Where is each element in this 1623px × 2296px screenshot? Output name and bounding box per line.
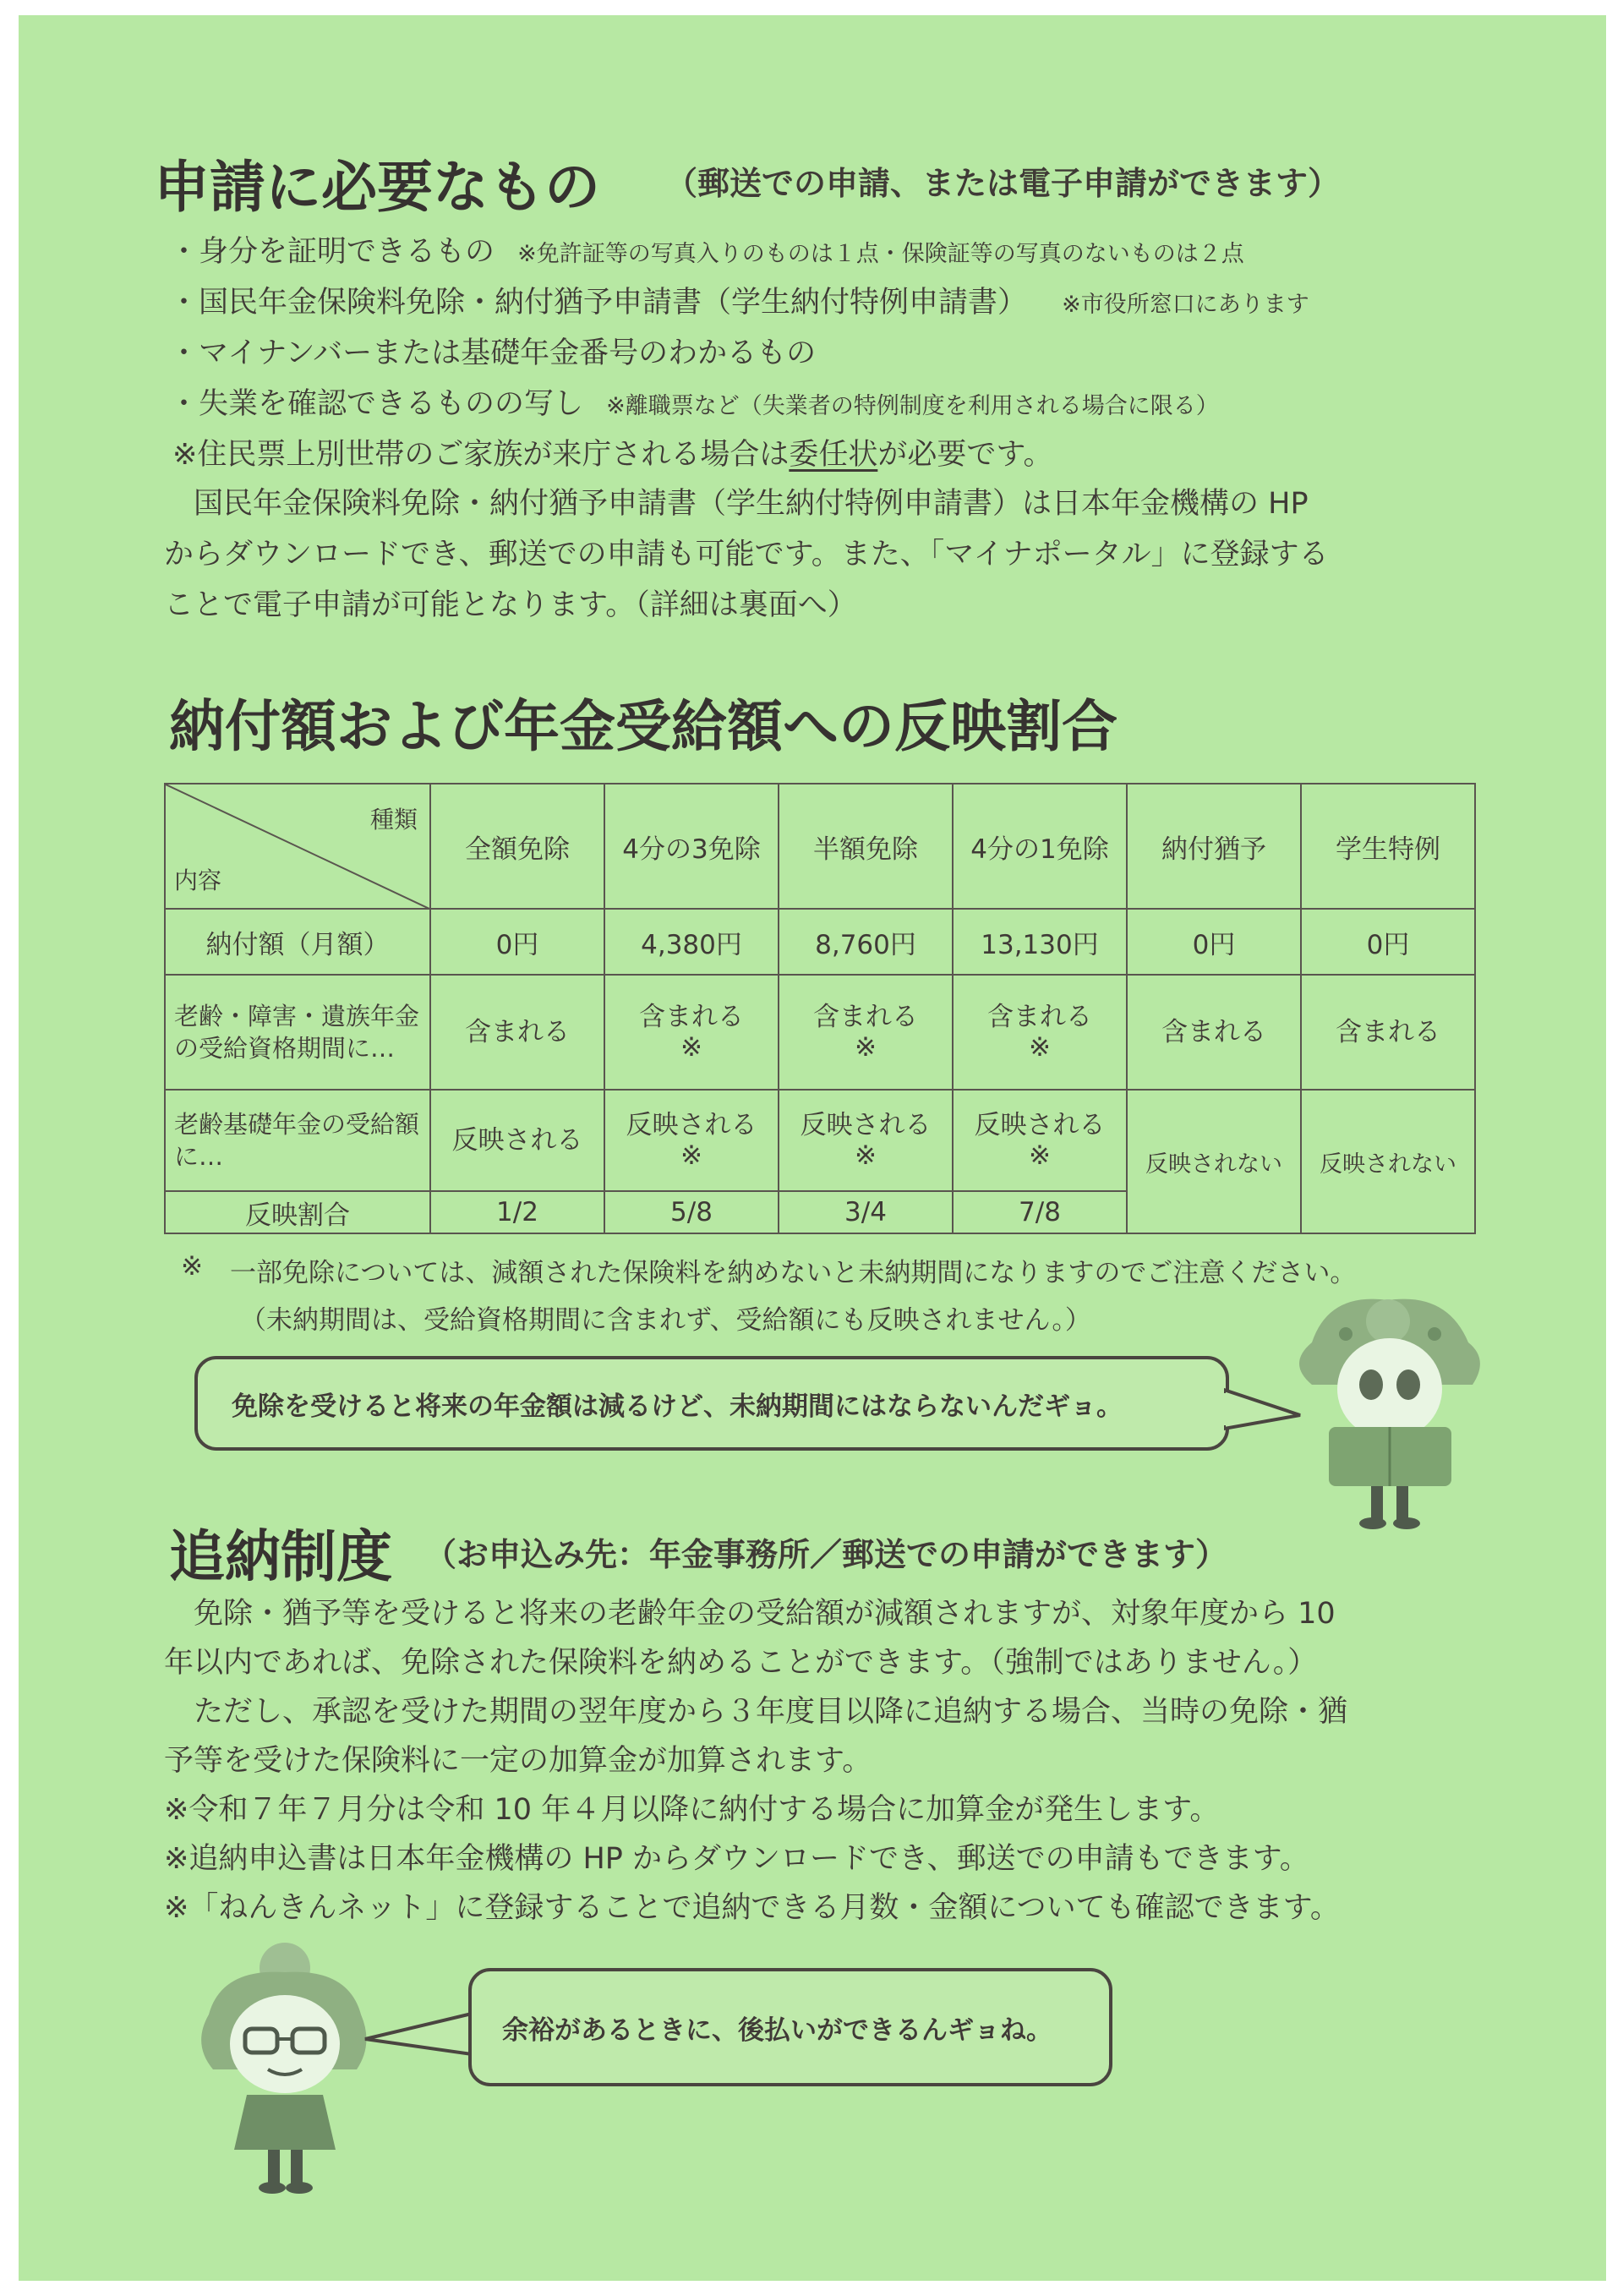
table-note-sub: （未納期間は、受給資格期間に含まれず、受給額にも反映されません。）: [240, 1305, 1091, 1336]
table-cell: 反映される: [430, 1090, 604, 1191]
column-header: 4分の1免除: [953, 784, 1127, 909]
table-row-period: [165, 975, 1475, 1090]
section-title-ratio: 納付額および年金受給額への反映割合: [169, 694, 1118, 759]
table-cell: 1/2: [430, 1191, 604, 1233]
table-cell: 含まれる: [1127, 975, 1301, 1090]
table-cell: 0円: [1301, 909, 1475, 975]
column-header: 学生特例: [1301, 784, 1475, 909]
speech-bubble-text: 余裕があるときに、後払いができるんギョね。: [502, 2014, 1052, 2046]
column-header: 4分の3免除: [604, 784, 779, 909]
table-cell: 反映される ※: [779, 1090, 953, 1191]
proxy-note: [172, 431, 1053, 473]
table-row-amount: [165, 1090, 1475, 1191]
row-label: 老齢・障害・遺族年金の受給資格期間に…: [165, 975, 430, 1090]
table-note-mark: ※: [181, 1251, 203, 1282]
paragraph-line: ただし、承認を受けた期間の翌年度から３年度目以降に追納する場合、当時の免除・猶: [164, 1695, 1348, 1729]
table-cell: 含まれる ※: [953, 975, 1127, 1090]
table-cell: 含まれる: [430, 975, 604, 1090]
table-cell-not-reflected: 反映されない: [1127, 1090, 1301, 1233]
section-title-requirements: 申請に必要なもの: [154, 155, 600, 220]
item-text: ・国民年金保険料免除・納付猶予申請書（学生納付特例申請書）: [169, 286, 1028, 320]
proxy-text: ※住民票上別世帯のご家族が来庁される場合は: [172, 438, 790, 472]
table-cell: 4,380円: [604, 909, 779, 975]
table-cell: 含まれる: [1301, 975, 1475, 1090]
proxy-text: が必要です。: [877, 438, 1053, 472]
corner-label-type: 種類: [369, 806, 418, 834]
row-label: 納付額（月額）: [165, 909, 430, 975]
paragraph-line: 年以内であれば、免除された保険料を納めることができます。（強制ではありません。）: [164, 1646, 1318, 1680]
paragraph-line: ※追納申込書は日本年金機構の HP からダウンロードでき、郵送での申請もできます。: [164, 1842, 1309, 1876]
column-header: 半額免除: [779, 784, 953, 909]
speech-bubble: [468, 1968, 1112, 2086]
requirement-item: [169, 380, 1219, 423]
section-title-back-payment: 追納制度: [169, 1524, 392, 1589]
table-cell: 3/4: [779, 1191, 953, 1233]
row-label: 老齢基礎年金の受給額に…: [165, 1090, 430, 1191]
table-row-payment: [165, 909, 1475, 975]
requirements-paragraph: [164, 478, 1329, 631]
column-header: 納付猶予: [1127, 784, 1301, 909]
table-cell: 反映される ※: [953, 1090, 1127, 1191]
column-header: 全額免除: [430, 784, 604, 909]
back-payment-paragraph: [164, 1589, 1347, 1932]
section-title-note: （お申込み先：年金事務所／郵送での申請ができます）: [424, 1536, 1228, 1573]
table-cell: 0円: [1127, 909, 1301, 975]
table-cell: 13,130円: [953, 909, 1127, 975]
table-cell: 含まれる ※: [779, 975, 953, 1090]
table-note: 一部免除については、減額された保険料を納めないと未納期間になりますのでご注意ください。: [230, 1258, 1357, 1288]
speech-bubble: [194, 1356, 1229, 1451]
fish-mascot-reading-icon: [1278, 1283, 1498, 1537]
table-header-row: [165, 784, 1475, 909]
table-cell: 8,760円: [779, 909, 953, 975]
speech-bubble-tail: [357, 2010, 475, 2061]
table-cell-not-reflected: 反映されない: [1301, 1090, 1475, 1233]
item-text: ・マイナンバーまたは基礎年金番号のわかるもの: [169, 336, 817, 370]
table-cell: 5/8: [604, 1191, 779, 1233]
row-label: 反映割合: [165, 1191, 430, 1233]
reflection-ratio-table: [164, 783, 1476, 1234]
table-cell: 反映される ※: [604, 1090, 779, 1191]
paragraph-line: ※令和７年７月分は令和 10 年４月以降に納付する場合に加算金が発生します。: [164, 1793, 1220, 1827]
paragraph-line: 免除・猶予等を受けると将来の老齢年金の受給額が減額されますが、対象年度から 10: [164, 1597, 1336, 1631]
table-cell: 7/8: [953, 1191, 1127, 1233]
item-note: ※市役所窓口にあります: [1062, 292, 1309, 318]
requirement-item: [169, 330, 816, 372]
paragraph-line: 国民年金保険料免除・納付猶予申請書（学生納付特例申請書）は日本年金機構の HP: [164, 487, 1309, 521]
table-cell: 0円: [430, 909, 604, 975]
table-corner-cell: [165, 784, 430, 909]
paragraph-line: 予等を受けた保険料に一定の加算金が加算されます。: [164, 1744, 872, 1778]
paragraph-line: ことで電子申請が可能となります。（詳細は裏面へ）: [164, 588, 857, 622]
paragraph-line: からダウンロードでき、郵送での申請も可能です。また、「マイナポータル」に登録する: [164, 538, 1329, 571]
requirement-item: [169, 228, 1244, 271]
requirement-item: [169, 279, 1309, 321]
table-cell: 含まれる ※: [604, 975, 779, 1090]
paragraph-line: ※「ねんきんネット」に登録することで追納できる月数・金額についても確認できます。: [164, 1891, 1340, 1925]
corner-label-content: 内容: [174, 866, 222, 894]
proxy-keyword: 委任状: [789, 438, 878, 472]
speech-bubble-text: 免除を受けると将来の年金額は減るけど、未納期間にはならないんだギョ。: [232, 1391, 1123, 1422]
item-note: ※免許証等の写真入りのものは１点・保険証等の写真のないものは２点: [517, 241, 1244, 267]
section-title-note: （郵送での申請、または電子申請ができます）: [665, 165, 1341, 202]
leaflet-page: [19, 15, 1606, 2281]
item-text: ・身分を証明できるもの: [169, 235, 495, 269]
item-text: ・失業を確認できるものの写し: [169, 387, 584, 421]
item-note: ※離職票など（失業者の特例制度を利用される場合に限る）: [606, 393, 1219, 419]
fish-mascot-glasses-icon: [188, 1934, 382, 2205]
